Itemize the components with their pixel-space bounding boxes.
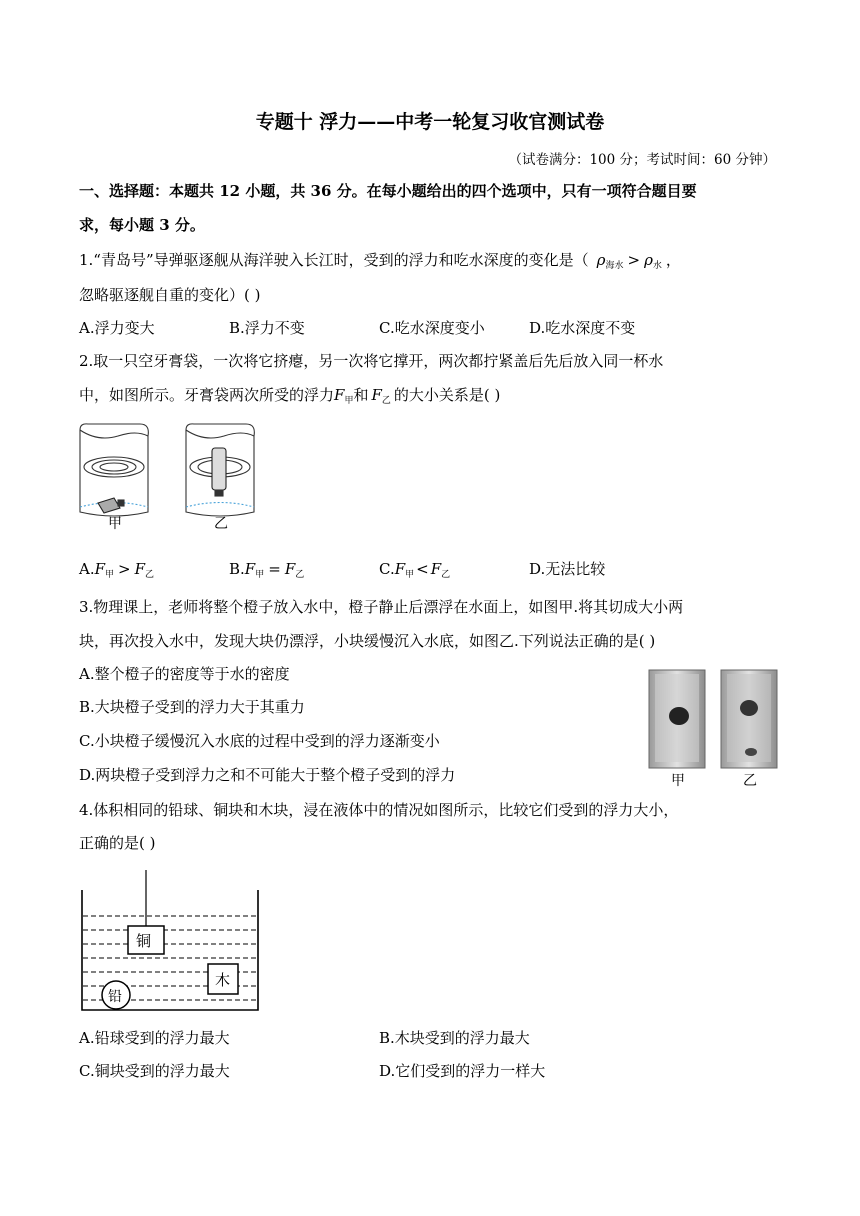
q3-stem-line2: 块，再次投入水中，发现大块仍漂浮，小块缓慢沉入水底，如图乙.下列说法正确的是( ) [79, 632, 656, 650]
sub-yi: 乙 [295, 570, 305, 580]
lt-symbol: < [416, 560, 429, 578]
label-lead: 铅 [108, 989, 122, 1005]
gt-symbol: > [627, 251, 641, 269]
option-prefix: B. [229, 560, 245, 578]
sub-jia: 甲 [105, 570, 115, 580]
force-symbol: F [394, 560, 406, 578]
rho-symbol: ρ [596, 251, 606, 269]
q4-stem-line1: 4.体积相同的铅球、铜块和木块，浸在液体中的情况如图所示，比较它们受到的浮力大小， [79, 801, 679, 819]
q2-option-b [229, 559, 304, 585]
fig-label-yi: 乙 [214, 516, 228, 530]
q2-option-c [379, 559, 450, 585]
comma: ， [665, 251, 681, 269]
label-wood: 木 [215, 971, 231, 989]
page-title: 专题十 浮力——中考一轮复习收官测试卷 [255, 111, 605, 133]
q2-stem-tail: 的大小关系是( ) [393, 386, 501, 404]
q1-stem-line1 [79, 250, 681, 276]
section-heading-line2: 求，每小题 3 分。 [79, 216, 205, 234]
fig-label-jia: 甲 [671, 773, 685, 789]
q4-option-a: A.铅球受到的浮力最大 [79, 1029, 230, 1047]
q4-option-b: B.木块受到的浮力最大 [379, 1029, 530, 1047]
force-symbol: F [134, 560, 146, 578]
label-copper: 铜 [136, 932, 152, 950]
section-heading-line1: 一、选择题：本题共 12 小题，共 36 分。在每小题给出的四个选项中，只有一项符合题目要 [79, 182, 697, 200]
rho-symbol-2: ρ [644, 251, 653, 269]
option-prefix: C. [379, 560, 395, 578]
q3-option-c: C.小块橙子缓慢沉入水底的过程中受到的浮力逐渐变小 [79, 732, 440, 750]
q2-stem-text: 中，如图所示。牙膏袋两次所受的浮力 [79, 386, 335, 404]
exam-meta: （试卷满分：100 分；考试时间：60 分钟） [508, 152, 776, 168]
fig-label-jia: 甲 [108, 516, 122, 530]
sub-yi: 乙 [381, 396, 391, 406]
sub-yi: 乙 [441, 570, 451, 580]
toothpaste-beakers-figure [78, 420, 268, 530]
force-symbol: F [430, 560, 442, 578]
q4-option-c: C.铜块受到的浮力最大 [79, 1062, 230, 1080]
sub-jia: 甲 [344, 396, 354, 406]
q4-option-d: D.它们受到的浮力一样大 [379, 1062, 546, 1080]
q3-option-d: D.两块橙子受到浮力之和不可能大于整个橙子受到的浮力 [79, 766, 456, 784]
q2-option-a [79, 559, 154, 585]
gt-symbol: > [118, 560, 131, 578]
q3-option-a: A.整个橙子的密度等于水的密度 [79, 665, 290, 683]
force-symbol-2: F [371, 386, 382, 404]
option-prefix: A. [79, 560, 95, 578]
q1-option-d: D.吃水深度不变 [529, 319, 636, 337]
q1-stem-text: 1.“青岛号”导弹驱逐舰从海洋驶入长江时，受到的浮力和吃水深度的变化是（ [79, 251, 589, 269]
orange-photo-figure [645, 668, 780, 790]
force-symbol: F [244, 560, 256, 578]
rho-sub-sea: 海水 [605, 261, 624, 271]
force-symbol: F [334, 386, 345, 404]
liquid-container-figure [78, 868, 263, 1018]
q2-option-d: D.无法比较 [529, 560, 606, 578]
q1-stem-line2: 忽略驱逐舰自重的变化）( ) [79, 286, 261, 304]
q1-option-c: C.吃水深度变小 [379, 319, 485, 337]
sub-yi: 乙 [145, 570, 155, 580]
force-symbol: F [94, 560, 106, 578]
q2-stem-line2 [79, 385, 500, 411]
q3-stem-line1: 3.物理课上，老师将整个橙子放入水中，橙子静止后漂浮在水面上，如图甲.将其切成大小两 [79, 598, 684, 616]
fig-label-yi: 乙 [743, 773, 757, 789]
q2-stem-line1: 2.取一只空牙膏袋，一次将它挤瘪，另一次将它撑开，两次都拧紧盖后先后放入同一杯水 [79, 352, 664, 370]
q4-stem-line2: 正确的是( ) [79, 834, 156, 852]
q3-option-b: B.大块橙子受到的浮力大于其重力 [79, 698, 305, 716]
sub-jia: 甲 [405, 570, 415, 580]
sub-jia: 甲 [255, 570, 265, 580]
rho-sub-water: 水 [652, 261, 662, 271]
and-word: 和 [353, 386, 369, 404]
q1-option-a: A.浮力变大 [79, 319, 155, 337]
force-symbol: F [284, 560, 296, 578]
q1-option-b: B.浮力不变 [229, 319, 305, 337]
eq-symbol: = [268, 560, 281, 578]
